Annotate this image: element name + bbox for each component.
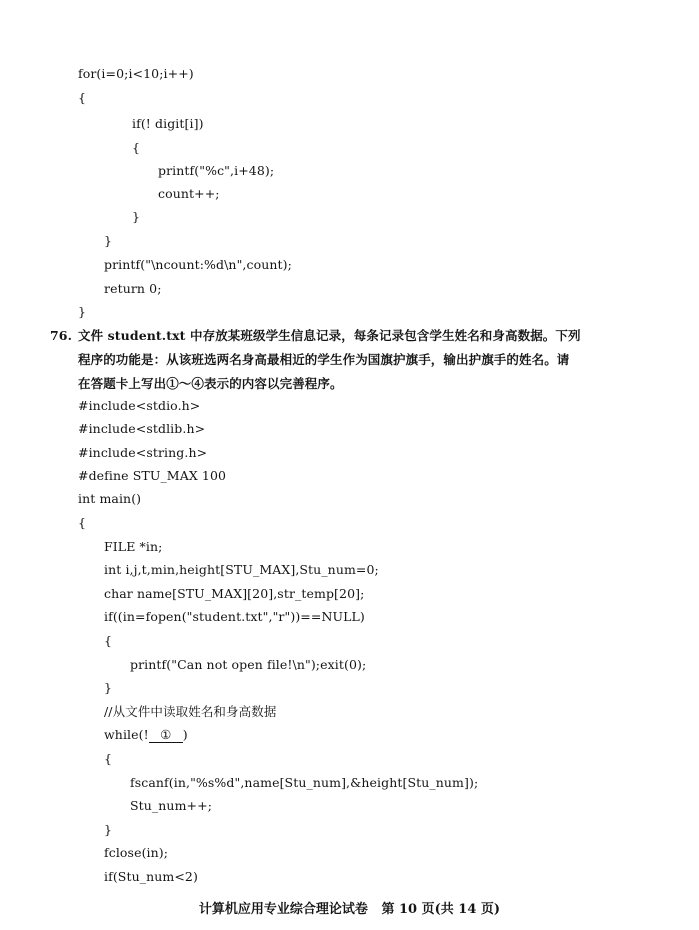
code-line: int main(): [78, 491, 142, 506]
code-line: {: [104, 633, 113, 648]
code-line: for(i=0;i<10;i++): [78, 66, 194, 81]
code-line: Stu_num++;: [130, 798, 212, 813]
code-line: #include<string.h>: [78, 445, 208, 460]
code-line: printf("Can not open file!\n");exit(0);: [130, 657, 367, 672]
while-suffix: ): [182, 727, 188, 742]
answer-blank-1: ①: [149, 728, 183, 743]
code-line: fclose(in);: [104, 845, 169, 860]
code-line: {: [132, 140, 141, 155]
code-line: }: [104, 680, 113, 695]
code-line: if(Stu_num<2): [104, 869, 198, 884]
code-line: printf("\ncount:%d\n",count);: [104, 257, 292, 272]
code-line: }: [78, 304, 87, 319]
code-line: FILE *in;: [104, 539, 163, 554]
code-line: if((in=fopen("student.txt","r"))==NULL): [104, 609, 365, 624]
code-line: #include<stdlib.h>: [78, 421, 206, 436]
code-line: #include<stdio.h>: [78, 398, 201, 413]
question-text-line: 文件 student.txt 中存放某班级学生信息记录，每条记录包含学生姓名和身高数据。下列: [78, 328, 581, 343]
code-line: }: [104, 822, 113, 837]
while-line: [104, 727, 188, 743]
while-prefix: while(!: [104, 727, 149, 742]
code-line: char name[STU_MAX][20],str_temp[20];: [104, 586, 365, 601]
code-line: }: [104, 233, 113, 248]
question-text-line: 在答题卡上写出①～④表示的内容以完善程序。: [78, 376, 343, 391]
code-line: {: [78, 515, 87, 530]
page-footer: 计算机应用专业综合理论试卷 第 10 页(共 14 页): [198, 902, 501, 917]
question-number: 76.: [50, 328, 73, 343]
question-text-line: 程序的功能是：从该班选两名身高最相近的学生作为国旗护旗手，输出护旗手的姓名。请: [78, 352, 570, 367]
code-line: printf("%c",i+48);: [158, 163, 275, 178]
code-line: int i,j,t,min,height[STU_MAX],Stu_num=0;: [104, 562, 379, 577]
code-line: {: [78, 90, 87, 105]
code-comment: //从文件中读取姓名和身高数据: [104, 704, 277, 719]
code-line: fscanf(in,"%s%d",name[Stu_num],&height[Stu_num]);: [130, 775, 479, 790]
code-line: {: [104, 751, 113, 766]
code-line: count++;: [158, 186, 220, 201]
code-line: #define STU_MAX 100: [78, 468, 227, 483]
code-line: if(! digit[i]): [132, 116, 204, 131]
code-line: return 0;: [104, 281, 162, 296]
code-line: }: [132, 209, 141, 224]
